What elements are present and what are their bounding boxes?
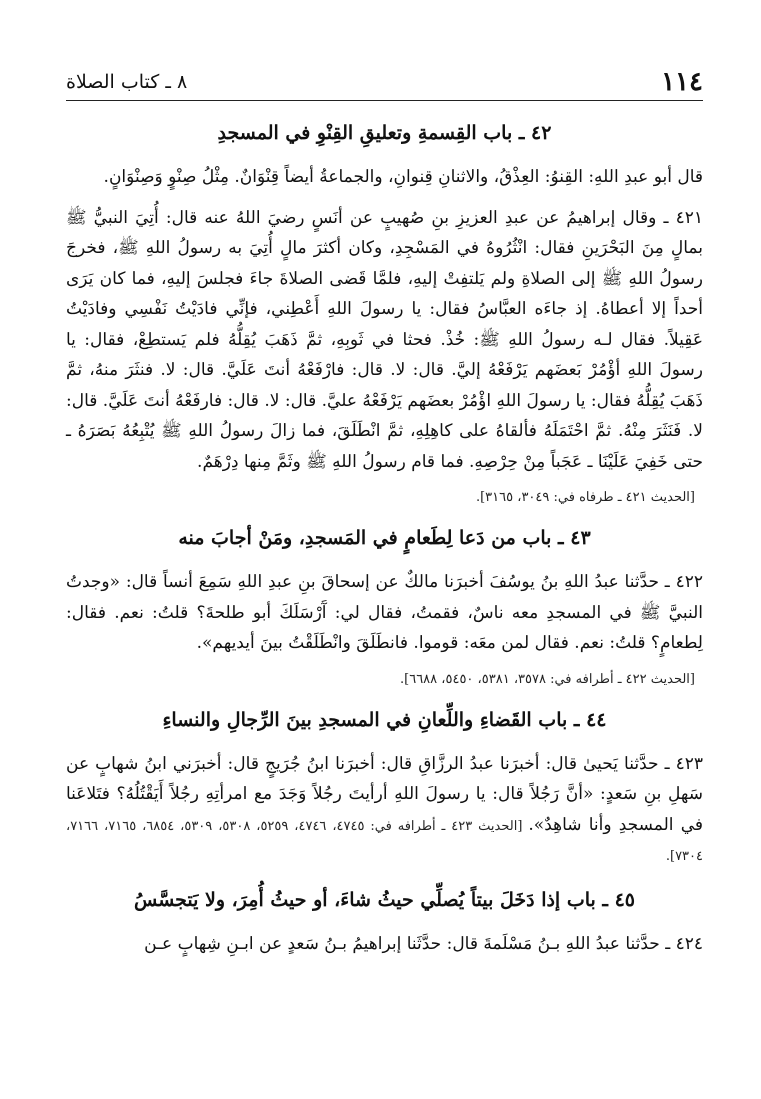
chapter-title-45: ٤٥ ـ باب إذا دَخَلَ بيتاً يُصلِّي حيثُ شاءَ، أو حيثُ أُمِرَ، ولا يَتجسَّسُ bbox=[133, 888, 636, 911]
hadith-423-text: ٤٢٣ ـ حدَّثنا يَحيىٰ قال: أخبرَنا عبدُ الرزَّاقِ قال: أخبرَنا ابنُ جُرَيجٍ قال: أخبرَني ابنُ شهابٍ عن سَهلِ بنِ سَعدٍ: «أنَّ رَجُلاً قال: يا رسولَ اللهِ أرأيتَ رجُلاً وَجَدَ مع امرأتِهِ رجُلاً أَيَقْتُلُهُ؟ فتَلاعَنا في المسجدِ وأنا شاهِدٌ». bbox=[66, 753, 703, 835]
hadith-423 bbox=[66, 749, 703, 871]
hadith-reference-423: [الحديث ٤٢٣ ـ أطرافه في: ٤٧٤٥، ٤٧٤٦، ٥٢٥٩، ٥٣٠٨، ٥٣٠٩، ٦٨٥٤، ٧١٦٥، ٧١٦٦، ٧٣٠٤]. bbox=[66, 818, 703, 864]
hadith-424: ٤٢٤ ـ حدَّثنا عبدُ اللهِ بـنُ مَسْلَمةَ قال: حدَّثَنا إبراهيمُ بـنُ سَعدٍ عن ابـنِ شِهابٍ عـن bbox=[144, 933, 703, 954]
page-number: ١١٤ bbox=[661, 67, 703, 97]
chapter-title-43: ٤٣ ـ باب من دَعا لِطَعامٍ في المَسجدِ، ومَنْ أجابَ منه bbox=[178, 527, 591, 549]
hadith-421: ٤٢١ ـ وقال إبراهيمُ عن عبدِ العزيزِ بنِ صُهيبٍ عن أنَسٍ رضيَ اللهُ عنه قال: أُتِيَ النبيُّ ﷺ بمالٍ مِنَ البَحْرَينِ فقال: انْثُرُوهُ في المَسْجِدِ، وكان أكثرَ مالٍ أُتِيَ به رسولُ اللهِ ﷺ، فخرجَ رسولُ اللهِ ﷺ إلى الصلاةِ ولم يَلتفِتْ إليهِ، فلمَّا قَضى الصلاةَ جاءَ فجلسَ إليهِ، فما كان يَرَى أحداً إلا أعطاهُ. إذ جاءَه العبَّاسُ فقال: يا رسولَ اللهِ أَعْطِني، فإنِّي فادَيْتُ نَفْسِي وفادَيْتُ عَقِيلاً. فقال لـه رسولُ اللهِ ﷺ: خُذْ. فحثا في ثَوبِهِ، ثمَّ ذَهَبَ يُقِلُّهُ فلم يَستطِعْ، فقال: يا رسولَ اللهِ أؤْمُرْ بَعضَهم يَرْفَعْهُ إليَّ. قال: لا. قال: فارْفَعْهُ أنتَ عَلَيَّ. قال: لا. فنثَرَ منهُ، ثمَّ ذَهَبَ يُقِلُّهُ فقال: يا رسولَ اللهِ اؤْمُرْ بعضَهم يَرْفَعْهُ عليَّ. قال: لا. قال: فارفَعْهُ أنتَ عَلَيَّ. قال: لا. فَنَثَرَ مِنْهُ. ثمَّ احْتَمَلَهُ فألقاهُ على كاهِلِهِ، ثمَّ انْطَلَقَ، فما زالَ رسولُ اللهِ ﷺ يُتْبِعُهُ بَصَرَهُ ـ حتى خَفِيَ عَلَيْنَا ـ عَجَباً مِنْ حِرْصِهِ. فما قام رسولُ اللهِ ﷺ وثَمَّ مِنها دِرْهَمٌ. bbox=[66, 207, 703, 472]
hadith-reference-421: [الحديث ٤٢١ ـ طرفاه في: ٣٠٤٩، ٣١٦٥]. bbox=[475, 490, 695, 505]
running-head: ٨ ـ كتاب الصلاة bbox=[66, 71, 188, 93]
page-header bbox=[66, 64, 703, 101]
chapter-title-42: ٤٢ ـ باب القِسمةِ وتعليقِ القِنْوِ في المسجدِ bbox=[217, 122, 552, 144]
chapter-intro-42: قال أبو عبدِ اللهِ: القِنوُ: العِذْقُ، والاثنانِ قِنوانِ، والجماعةُ أيضاً قِنْوَانٌ. مِثْلُ صِنْوٍ وَصِنْوَانٍ. bbox=[103, 167, 703, 187]
chapter-title-44: ٤٤ ـ باب القَضاءِ واللِّعانِ في المسجدِ بينَ الرِّجالِ والنساءِ bbox=[162, 708, 607, 731]
hadith-422: ٤٢٢ ـ حدَّثنا عبدُ اللهِ بنُ يوسُفَ أخبرَنا مالكٌ عن إسحاقَ بنِ عبدِ اللهِ سَمِعَ أنساً قال: «وجدتُ النبيَّ ﷺ في المسجدِ معه ناسٌ، فقمتُ، فقال لي: آَرْسَلَكَ أبو طلحةَ؟ قلتُ: نعم. فقال: لِطعامٍ؟ قلتُ: نعم. فقال لمن معَه: قوموا. فانطَلَقَ وانْطَلَقْتُ بينَ أيديهم». bbox=[66, 572, 703, 653]
page-content bbox=[66, 118, 703, 969]
hadith-reference-422: [الحديث ٤٢٢ ـ أطرافه في: ٣٥٧٨، ٥٣٨١، ٥٤٥٠، ٦٦٨٨]. bbox=[400, 671, 695, 687]
